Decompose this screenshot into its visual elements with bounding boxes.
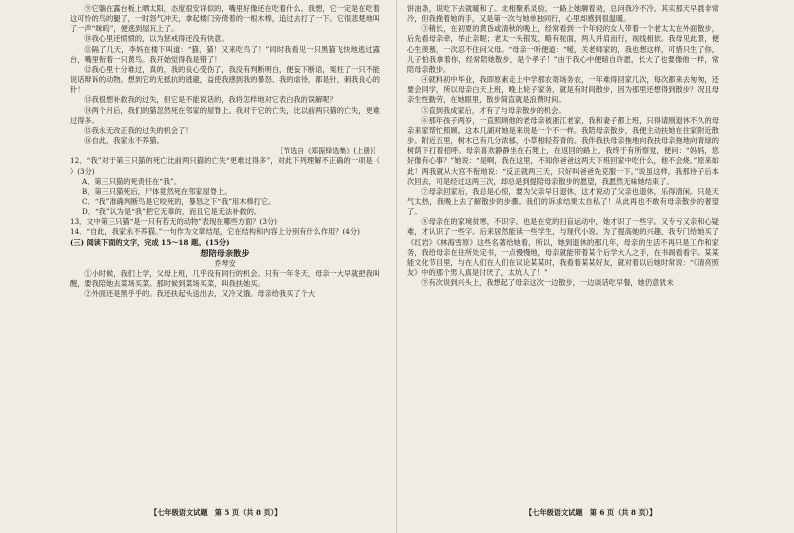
question-12-option-c: C．“我”准确判断鸟是它咬死的，暴怒之下“我”用木棒打它。	[82, 196, 276, 206]
article-title: 想陪母亲散步	[200, 247, 250, 258]
paragraph-15: ⑮我永无改正我的过失的机会了！	[84, 125, 193, 135]
question-12: 12．“我”对于第三只猫的死亡比前两只猫的亡失“更难过得多”，对此下列理解不正确的一项是（ ）(3分)	[70, 156, 380, 176]
paragraph-13: ⑬我很想补救我的过失，但它是不能说话的，我将怎样地对它表白我的误解呢？	[84, 95, 337, 105]
page-6	[397, 0, 794, 533]
question-12-option-d: D．“我”认为是“我”把它无辜的，而且它是无法补救的。	[82, 207, 262, 217]
article-paragraph-5: ⑤直到我成家后，才有了与母亲散步的机会。	[421, 105, 566, 115]
page-6-footer: 【七年级语文试题 第 6 页（共 8 页）】	[525, 508, 657, 517]
question-12-option-a: A．第三只猫的死责任在“我”。	[82, 176, 182, 186]
paragraph-continued: 饼油条，说吃下去就暖和了。北相聚系灵验。一路上她聊着劝，总问我冷不冷。其实那天早晨非常冷，但我挽着她的手，又是第一次与她单独同行，心里却感到很温暖。	[407, 4, 719, 24]
article-paragraph-6: ⑥那年孩子两岁，一直照顾他的老母亲被浙江老家，我和妻子都上班，只得请刚退休不久的母亲来家帮忙照顾。这本几湖对她是来说是一个不一样。我陪母亲散步，我便主动扶她在住家附近散步。附近五里，树木已有几分浓郁，小草相轻苔青的。我伴我扶母亲拖地向我扶母亲拖地向青绿的树荫下打着招呼。母亲喜欢静静坐在石凳上，在返回的路上，我终于有所察觉，便问：“妈妈，您好像有心事？”她说：“是啊，我在这里，不知你爸爸这两天下班回家中吃什么，他不会烧。”原来如此！两我就从大宫不衔地说：“反正就两三天，只好叫爸爸先克服一下。”说虽这样，我那待子后本次回去，可是经过这两三次，却总是到提陪母亲散步的愿望，我愿然无味她结束了。	[407, 115, 719, 186]
article-paragraph-9: ⑨有次说到兴头上，我想起了母亲这次一边散步，一边谈话吃早餐，她仍意犹未	[421, 278, 674, 288]
article-paragraph-2: ②外面还是黑乎乎的。我还扶起头送出去，又冷又饿。母亲给我买了个大	[84, 289, 316, 299]
article-paragraph-8: ⑧母亲在的家境贫寒，不识字。也是在党的扫盲运动中，她才识了一些字。又专亏又亲和心疑难，才认识了一些字。后来居然能读一些学生，与现代小说。为了提高她的兴趣，我专门给她买了《红岩》《林海雪原》这些名著给她看，所以，她到退休的那几年，母亲的生活不再只是工作和家务，我给母亲在住所处定书，一点慢慢地，母亲就能带着某个后学大人之手，在书阁看看字。某某能文化节目里，与在人们在人们在议论某某时，我看着某某好友，就对着以后她时常说：“《清亮照友》中的那个男人真是讨厌了，太坑人了！”	[407, 217, 719, 278]
article-author: 乔琴安	[214, 258, 236, 268]
question-12-option-b: B．第三只猫死后，尸体竟然死在邻家屋脊上。	[82, 186, 232, 196]
article-paragraph-3: ③稍长，在初夏的黄昏或清秋的晚上，经常看到一个年轻的女人带着一个老太太在外面散步，后先看母亲牵，举止亲昵；老太一头银发，略有驼面，两人并肩而行，视线相依。我母见此景，便心生羡慕，一次忍不住问父母。“母亲一听便道：“嗳，关老师家的，我也想这样，可惜只生了你，儿子怕我拿着你，经常陪她散步，是个孝子！”由于我心中便暗自许愿，长大了也要像他一样，常陪母亲散步。	[407, 24, 719, 74]
paragraph-9: ⑨它躺在露台板上晒太阳，态度很安详似的，嘴里好像还在吃着什么。我想，它一定是在吃着这可怜的鸟的腿了，一时怒气冲天，拿起楼门旁倚着的一根木棒，追过去打了一下。它很悲楚地叫了一声“咪呜”，便逃到屋瓦上了。	[70, 4, 380, 34]
paragraph-10: ⑩我心里还愤愤的，以为惩戒得还没有快意。	[84, 34, 229, 44]
section-3-heading: (三) 阅读下面的文字，完成 15～18 题。(15分)	[70, 237, 230, 247]
paragraph-16: ⑯自此，我家永不养猫。	[84, 136, 164, 146]
source-citation: ［节选自《郑振铎选集》(上册)］	[276, 147, 380, 156]
article-paragraph-7: ⑦母亲回家后，我总是心惊，要为父亲早日退休，这才说动了父亲也退休，乐得清闲。只是天气太热，我晚上去了解散步的步骤。我们的诉求结果太自私了！从此再也不敢有母亲散步的奢望了。	[407, 186, 719, 217]
paragraph-12: ⑫我心里十分难过，真的，我的良心受伤了，我没有判断明白，便妄下断语，冤枉了一只不能说话辩诉的动物。想到它的无抵抗的逃避，益使我感到我的暴怒、我的虐待，都是针，刺我良心的针！	[70, 64, 380, 95]
paragraph-11: ⑪隔了几天，李妈在楼下叫道：“猫，猫！又来吃鸟了！”同时我看见一只黑猫飞快地逃过露台，嘴里衔着一只黄鸟。我开始觉得我是错了！	[70, 44, 380, 64]
page-6-column	[407, 4, 719, 288]
page-5-column	[70, 4, 380, 299]
article-paragraph-4: ④就料初中毕业，我即原素走上中学那农寄场务农，一年难得回家几次，每次都来去匆匆，还要会同学，所以母亲白天上班，晚上轮子家务，就是有时间散步，因为那里还想得到散步？况且母亲生性勤劳，在她眼里，散步简直就是浪费时间。	[407, 75, 719, 105]
page-5-footer: 【七年级语文试题 第 5 页（共 8 页）】	[150, 508, 282, 517]
paragraph-14: ⑭两个月后，我们的猫忽然死在邻家的屋脊上。我对于它的亡失，比以前两只猫的亡失，更难过得多。	[70, 105, 380, 125]
question-14: 14．“自此，我家永不养猫。”一句作为文章结尾，它在结构和内容上分别有什么作用？(4分)	[70, 227, 360, 237]
article-paragraph-1: ①小时候，我们上学，父母上班，几乎没有同行的机会。只有一年冬天，母亲一大早就把我叫醒，要我陪她去菜场买菜。那时候到菜场买菜，叫我扶她买。	[70, 268, 380, 288]
question-13: 13．文中第三只猫“是一只有若无的动物”表现在哪些方面？(3分)	[70, 217, 278, 227]
